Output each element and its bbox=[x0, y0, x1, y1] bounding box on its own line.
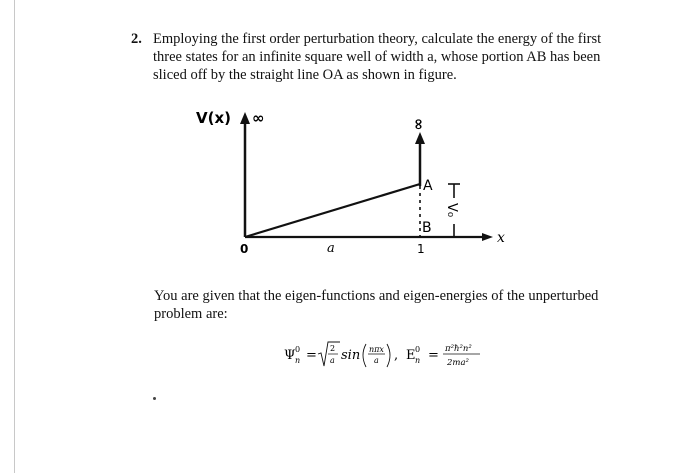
eigen-equation bbox=[284, 340, 524, 380]
problem-number: 2. bbox=[131, 31, 142, 47]
infinity-right-label: ∞ bbox=[410, 118, 428, 131]
infinity-left-label: ∞ bbox=[252, 109, 265, 127]
slope-line-OA bbox=[245, 184, 420, 237]
left-wall-arrowhead bbox=[240, 112, 250, 124]
energy-symbol: E bbox=[406, 348, 416, 363]
sin-function: sin bbox=[341, 348, 361, 363]
tick-label-0: 0 bbox=[240, 242, 249, 256]
sqrt-denominator: a bbox=[330, 356, 335, 365]
energy-denominator: 2ma² bbox=[447, 358, 469, 368]
sin-numerator: nπx bbox=[369, 345, 384, 354]
given-statement: You are given that the eigen-functions and eigen-energies of the unperturbed problem are: bbox=[154, 288, 599, 322]
energy-numerator: π²ħ²n² bbox=[445, 344, 472, 354]
left-paren bbox=[363, 344, 366, 367]
point-A-label: A bbox=[423, 178, 433, 194]
psi-superscript: 0 bbox=[295, 345, 301, 354]
comma: , bbox=[394, 348, 399, 363]
x-axis-label: x bbox=[497, 230, 505, 246]
stray-dot bbox=[153, 397, 156, 400]
right-wall-arrowhead bbox=[415, 132, 425, 144]
v0-label: V₀ bbox=[444, 203, 459, 218]
psi-subscript: n bbox=[295, 356, 301, 365]
equals-2: = bbox=[428, 348, 439, 363]
x-axis-arrowhead bbox=[482, 233, 493, 241]
equals-1: = bbox=[306, 348, 317, 363]
energy-superscript: 0 bbox=[415, 345, 421, 354]
energy-subscript: n bbox=[415, 356, 421, 365]
psi-symbol: Ψ bbox=[284, 348, 296, 363]
tick-label-1: 1 bbox=[417, 242, 425, 256]
sqrt-numerator: 2 bbox=[330, 344, 336, 353]
sin-denominator: a bbox=[374, 356, 379, 365]
problem-text: Employing the first order perturbation theory, calculate the energy of the first three states for an infinite square well of width a, whose portion AB has been sliced off by the straight line OA as shown in figure. bbox=[153, 31, 602, 83]
point-B-label: B bbox=[422, 220, 432, 236]
right-paren bbox=[387, 344, 390, 367]
tick-label-a: a bbox=[327, 241, 335, 256]
v-axis-label: V(x) bbox=[196, 109, 231, 127]
